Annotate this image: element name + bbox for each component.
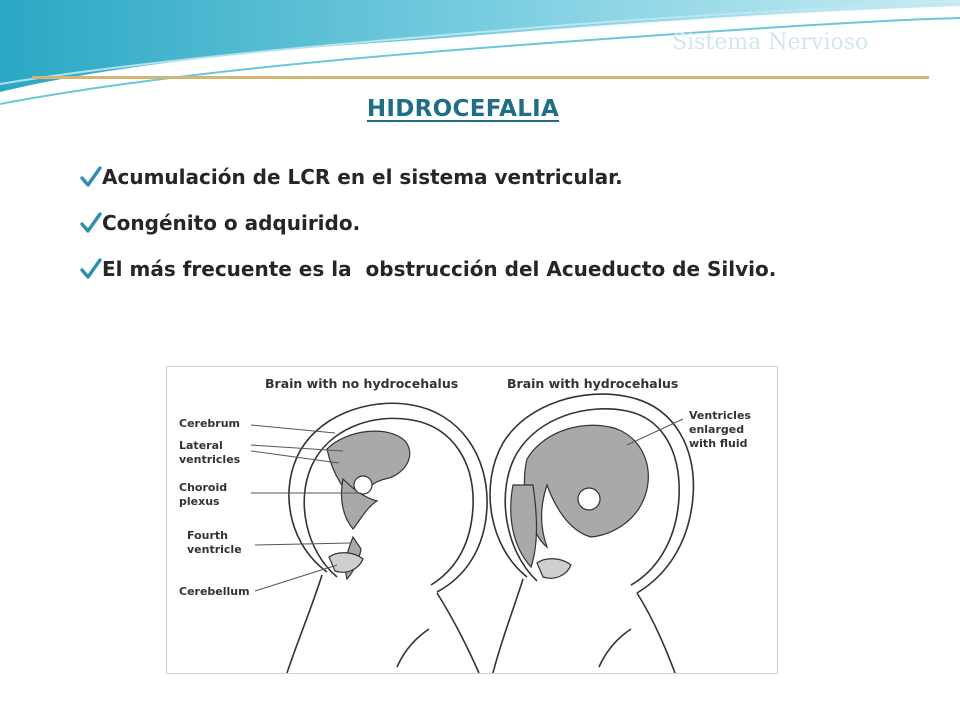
bullet-text: Acumulación de LCR en el sistema ventricular. (102, 165, 623, 189)
label-enlarged-1: Ventricles (689, 409, 751, 422)
bullet-text: El más frecuente es la obstrucción del Acueducto de Silvio. (102, 257, 777, 281)
normal-ventricles (327, 431, 410, 579)
header-title: Sistema Nervioso (672, 30, 869, 55)
label-plexus: plexus (179, 495, 220, 508)
caption-normal-brain: Brain with no hydrocehalus (265, 376, 459, 391)
label-enlarged-2: enlarged (689, 423, 745, 436)
bullet-list (80, 160, 776, 298)
enlarged-ventricles (511, 425, 649, 578)
bullet-item (80, 160, 776, 206)
checkmark-icon (80, 212, 102, 234)
header-divider (32, 76, 929, 79)
label-lateral: Lateral (179, 439, 223, 452)
label-fourth: Fourth (187, 529, 228, 542)
label-cerebellum: Cerebellum (179, 585, 250, 598)
label-ventricle: ventricle (187, 543, 242, 556)
bullet-text: Congénito o adquirido. (102, 211, 361, 235)
bullet-item (80, 206, 776, 252)
caption-hydrocephalus-brain: Brain with hydrocehalus (507, 376, 679, 391)
checkmark-icon (80, 258, 102, 280)
bullet-item (80, 252, 776, 298)
slide-heading: HIDROCEFALIA (366, 96, 560, 122)
label-choroid: Choroid (179, 481, 228, 494)
checkmark-icon (80, 166, 102, 188)
enlarged-leader-line (627, 419, 683, 445)
header-wave-banner (0, 0, 960, 110)
label-cerebrum: Cerebrum (179, 417, 241, 430)
label-ventricles: ventricles (179, 453, 241, 466)
label-enlarged-3: with fluid (689, 437, 748, 450)
hydrocephalus-diagram (166, 366, 778, 674)
